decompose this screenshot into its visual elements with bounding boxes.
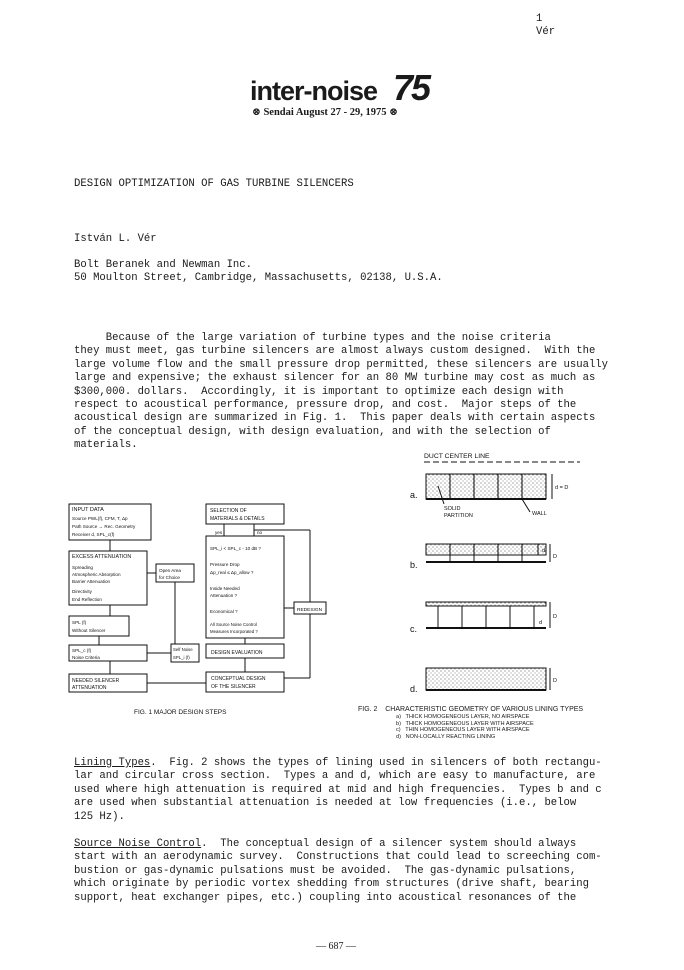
text-line: acoustical design are summarized in Fig. 1. This paper deals with certain aspects <box>74 412 596 425</box>
svg-text:SPL_c (f): SPL_c (f) <box>72 648 92 653</box>
paper-title: DESIGN OPTIMIZATION OF GAS TURBINE SILENCERS <box>74 178 354 190</box>
svg-text:Open Area: Open Area <box>159 568 181 573</box>
svg-text:Inside Needed: Inside Needed <box>210 586 240 591</box>
input-line: Path Source → Rec. Geometry <box>72 524 136 529</box>
text-line: are used when substantial attenuation is needed at low frequencies (i.e., below <box>74 797 577 810</box>
svg-text:d = D: d = D <box>555 485 569 491</box>
caption-item: b) THICK HOMOGENEOUS LAYER WITH AIRSPACE <box>396 720 534 727</box>
svg-text:REDESIGN: REDESIGN <box>297 608 323 613</box>
excess-line: Directivity <box>72 589 92 594</box>
text-line: start with an aerodynamic survey. Constructions that could lead to screeching com- <box>74 851 602 864</box>
svg-text:SPL_i (f): SPL_i (f) <box>173 655 190 660</box>
label-d: d. <box>410 684 418 694</box>
svg-text:Attenuation ?: Attenuation ? <box>210 593 238 598</box>
svg-text:D: D <box>553 554 557 560</box>
body-paragraph-intro <box>74 332 608 453</box>
text-line: of the conceptual design, with design evaluation, and with the selection of <box>74 425 551 438</box>
author-short: Vér <box>536 26 556 38</box>
text-line: large volume flow and the small pressure drop permitted, these silencers are usually <box>74 358 609 371</box>
page-number: 1 <box>536 13 543 25</box>
lining-types-section <box>74 757 602 824</box>
text-line: large and expensive; the exhaust silencer for an 80 MW turbine may cost as much as <box>74 372 596 385</box>
conference-logo <box>250 67 440 108</box>
svg-text:SPL_i < SPL_c - 10 dB ?: SPL_i < SPL_c - 10 dB ? <box>210 546 261 551</box>
input-line: Source PWL(f), CFM, T, Δp <box>72 516 128 521</box>
label-a: a. <box>410 490 418 500</box>
svg-text:for Choice: for Choice <box>159 575 180 580</box>
logo-year: 75 <box>393 67 430 108</box>
text-line <box>74 757 602 770</box>
figure-2-lining-types <box>400 446 612 748</box>
logo-text: inter-noise <box>250 76 378 106</box>
text-line: 125 Hz). <box>74 810 125 823</box>
label-b: b. <box>410 560 418 570</box>
spl-without-box <box>69 616 129 636</box>
label-c: c. <box>410 624 418 634</box>
svg-text:SELECTION OF: SELECTION OF <box>210 508 247 514</box>
source-noise-section <box>74 838 602 905</box>
svg-text:D: D <box>553 614 557 620</box>
excess-title: EXCESS ATTENUATION <box>72 554 132 560</box>
svg-text:Pressure Drop: Pressure Drop <box>210 562 240 567</box>
conference-date: Sendai August 27 - 29, 1975 <box>263 107 387 118</box>
svg-text:WALL: WALL <box>532 511 547 517</box>
text-line: $300,000. dollars. Accordingly, it is important to optimize each design with <box>74 385 564 398</box>
svg-text:OF THE SILENCER: OF THE SILENCER <box>211 684 256 690</box>
duct-center-line-label: DUCT CENTER LINE <box>424 453 490 460</box>
svg-text:Economical ?: Economical ? <box>210 609 238 614</box>
caption-title: FIG. 2 CHARACTERISTIC GEOMETRY OF VARIOUS LINING TYPES <box>358 706 584 713</box>
svg-text:Noise Criteria: Noise Criteria <box>72 655 100 660</box>
figure-2-caption <box>358 705 618 740</box>
lining-types-heading: Lining Types <box>74 757 151 769</box>
text-line <box>74 838 602 851</box>
svg-text:NEEDED SILENCER: NEEDED SILENCER <box>72 678 120 684</box>
conference-line <box>252 106 442 118</box>
footer-page-number: — 687 — <box>316 941 356 952</box>
lining-first-line: . Fig. 2 shows the types of lining used in silencers of both rectangu- <box>150 757 602 769</box>
affiliation-line2: 50 Moulton Street, Cambridge, Massachusetts, 02138, U.S.A. <box>74 272 443 284</box>
source-first-line: . The conceptual design of a silencer system should always <box>201 838 577 850</box>
svg-text:Self Noise: Self Noise <box>173 647 193 652</box>
svg-text:Δp_real ≤ Δp_allow ?: Δp_real ≤ Δp_allow ? <box>210 570 254 575</box>
svg-text:Measures Incorporated ?: Measures Incorporated ? <box>210 629 258 634</box>
text-line: which originate by periodic vortex shedding from structures (drive shaft, bearing <box>74 878 589 891</box>
text-line: support, heat exchanger pipes, etc.) coupling into acoustical resonances of the <box>74 891 577 904</box>
text-line: lar and circular cross section. Types a and d, which are easy to manufacture, are <box>74 770 596 783</box>
caption-item: d) NON-LOCALLY REACTING LINING <box>396 733 496 740</box>
svg-text:D: D <box>553 678 557 684</box>
text-line: bustion or gas-dynamic pulsations must be avoided. The gas-dynamic pulsations, <box>74 864 577 877</box>
affiliation-line1: Bolt Beranek and Newman Inc. <box>74 259 253 271</box>
excess-line: Barrier Attenuation <box>72 579 111 584</box>
figure-1-caption: FIG. 1 MAJOR DESIGN STEPS <box>134 709 227 716</box>
svg-text:DESIGN EVALUATION: DESIGN EVALUATION <box>211 650 263 656</box>
svg-text:PARTITION: PARTITION <box>444 513 473 519</box>
flower-icon-right: ⊗ <box>389 107 398 118</box>
caption-item: a) THICK HOMOGENEOUS LAYER, NO AIRSPACE <box>396 714 530 720</box>
svg-text:Without Silencer: Without Silencer <box>72 628 106 633</box>
excess-line: End Reflection <box>72 597 102 602</box>
svg-text:All Source Noise Control: All Source Noise Control <box>210 622 257 627</box>
svg-text:MATERIALS & DETAILS: MATERIALS & DETAILS <box>210 516 265 522</box>
input-title: INPUT DATA <box>72 507 104 513</box>
no-label: no <box>257 530 263 535</box>
excess-line: Spreading <box>72 565 93 570</box>
svg-text:d: d <box>542 548 546 554</box>
text-line: used where high attenuation is required at mid and high frequencies. Types b and c <box>74 783 602 796</box>
flower-icon: ⊗ <box>252 107 261 118</box>
input-line: Receiver d, SPL_c(f) <box>72 532 115 537</box>
text-line: Because of the large variation of turbine types and the noise criteria <box>74 332 551 344</box>
text-line: respect to acoustical performance, pressure drop, and cost. Major steps of the <box>74 399 577 412</box>
svg-text:SPL (f): SPL (f) <box>72 620 87 625</box>
figure-1-flowchart <box>64 496 334 718</box>
author-name: István L. Vér <box>74 233 157 245</box>
svg-text:ATTENUATION: ATTENUATION <box>72 685 107 691</box>
text-line: materials. <box>74 439 138 452</box>
caption-item: c) THIN HOMOGENEOUS LAYER WITH AIRSPACE <box>396 727 530 734</box>
svg-text:CONCEPTUAL DESIGN: CONCEPTUAL DESIGN <box>211 676 266 682</box>
excess-line: Atmospheric Absorption <box>72 572 121 577</box>
yes-label: yes <box>215 530 223 535</box>
svg-text:SOLID: SOLID <box>444 506 461 512</box>
text-line: they must meet, gas turbine silencers are almost always custom designed. With the <box>74 345 596 358</box>
svg-text:d: d <box>539 620 543 626</box>
source-noise-heading: Source Noise Control <box>74 838 202 850</box>
